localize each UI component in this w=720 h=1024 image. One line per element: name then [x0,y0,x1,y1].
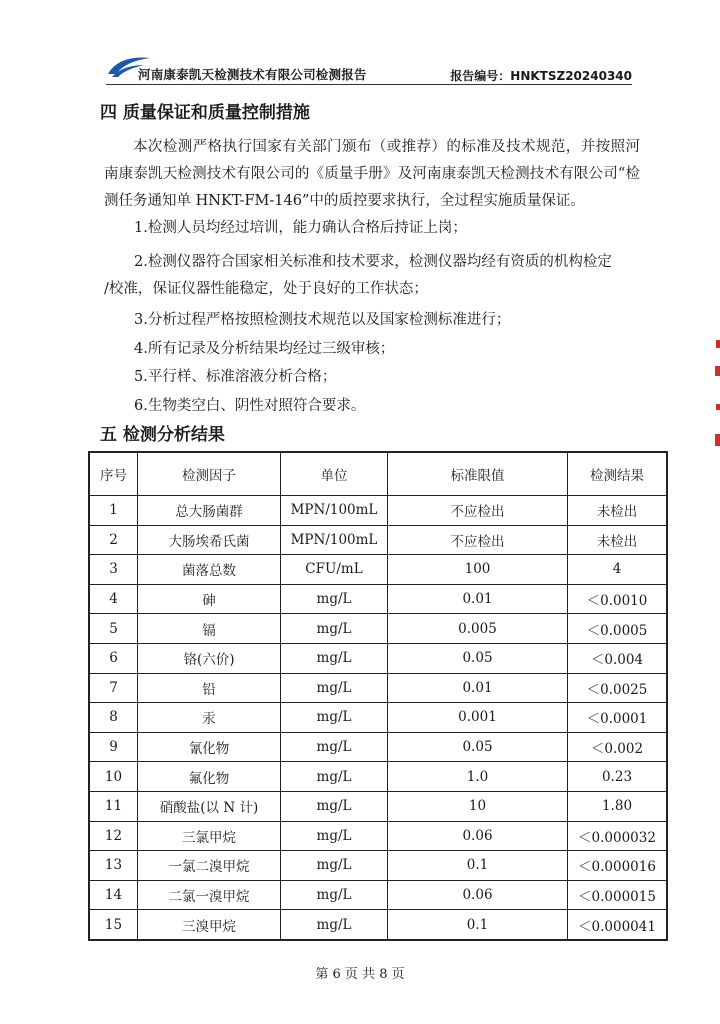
cell-factor: 一氯二溴甲烷 [138,851,281,881]
cell-result: ＜0.0025 [568,673,668,703]
cell-result: ＜0.002 [568,732,668,762]
cell-factor: 菌落总数 [138,555,281,585]
cell-index: 8 [89,703,138,733]
cell-limit: 1.0 [388,762,568,792]
header-divider [106,84,632,85]
qc-item-5: 5.平行样、标准溶液分析合格； [134,369,337,385]
cell-index: 9 [89,732,138,762]
cell-index: 12 [89,821,138,851]
header-unit: 单位 [281,452,388,496]
cell-limit: 0.001 [388,703,568,733]
cell-factor: 三氯甲烷 [138,821,281,851]
cell-index: 3 [89,555,138,585]
cell-unit: mg/L [281,732,388,762]
qc-item-4: 4.所有记录及分析结果均经过三级审核； [134,341,395,357]
cell-factor: 氟化物 [138,762,281,792]
cell-factor: 砷 [138,584,281,614]
table-header-row [89,452,667,496]
cell-factor: 总大肠菌群 [138,496,281,526]
cell-limit: 10 [388,791,568,821]
cell-limit: 不应检出 [388,525,568,555]
cell-unit: mg/L [281,584,388,614]
cell-result: ＜0.0005 [568,614,668,644]
cell-factor: 氰化物 [138,732,281,762]
table-row [89,525,667,555]
cell-limit: 0.01 [388,584,568,614]
cell-result: ＜0.0001 [568,703,668,733]
cell-factor: 硝酸盐(以 N 计) [138,791,281,821]
cell-result: ＜0.004 [568,643,668,673]
cell-unit: MPN/100mL [281,525,388,555]
cell-factor: 汞 [138,703,281,733]
cell-factor: 大肠埃希氏菌 [138,525,281,555]
table-row [89,851,667,881]
cell-factor: 二氯一溴甲烷 [138,880,281,910]
cell-limit: 0.005 [388,614,568,644]
cell-index: 1 [89,496,138,526]
cell-result: 0.23 [568,762,668,792]
cell-result: ＜0.000015 [568,880,668,910]
cell-factor: 三溴甲烷 [138,910,281,940]
cell-factor: 铬(六价) [138,643,281,673]
cell-limit: 0.06 [388,880,568,910]
header-limit: 标准限值 [388,452,568,496]
report-number: 报告编号：HNKTSZ20240340 [450,69,632,83]
cell-index: 10 [89,762,138,792]
cell-limit: 0.05 [388,732,568,762]
cell-unit: mg/L [281,703,388,733]
table-row [89,703,667,733]
cell-result: 4 [568,555,668,585]
cell-result: ＜0.000016 [568,851,668,881]
table-row [89,762,667,792]
cell-unit: mg/L [281,673,388,703]
table-row [89,732,667,762]
cell-index: 6 [89,643,138,673]
cell-index: 11 [89,791,138,821]
company-name: 河南康泰凯天检测技术有限公司检测报告 [138,67,367,82]
table-row [89,555,667,585]
cell-result: 1.80 [568,791,668,821]
results-table-wrapper [88,451,668,941]
table-row [89,791,667,821]
cell-unit: mg/L [281,791,388,821]
cell-limit: 0.06 [388,821,568,851]
cell-result: 未检出 [568,525,668,555]
qc-item-2 [104,249,640,303]
qc-item-1: 1.检测人员均经过培训，能力确认合格后持证上岗； [134,220,467,236]
cell-factor: 铅 [138,673,281,703]
cell-limit: 0.1 [388,910,568,940]
section-4-title: 四 质量保证和质量控制措施 [100,103,310,123]
cell-result: ＜0.0010 [568,584,668,614]
qc-item-6: 6.生物类空白、阴性对照符合要求。 [134,398,366,414]
cell-unit: mg/L [281,614,388,644]
table-row [89,910,667,940]
qc-item-2-line-2: /校准，保证仪器性能稳定，处于良好的工作状态； [104,281,428,297]
cell-limit: 100 [388,555,568,585]
cell-unit: mg/L [281,880,388,910]
cell-unit: mg/L [281,851,388,881]
report-header [106,52,632,86]
qc-item-3: 3.分析过程严格按照检测技术规范以及国家检测标准进行； [134,312,511,328]
table-row [89,673,667,703]
cell-index: 15 [89,910,138,940]
cell-index: 2 [89,525,138,555]
cell-unit: mg/L [281,910,388,940]
cell-index: 14 [89,880,138,910]
cell-limit: 0.01 [388,673,568,703]
cell-index: 13 [89,851,138,881]
cell-result: ＜0.000032 [568,821,668,851]
cell-factor: 镉 [138,614,281,644]
cell-index: 7 [89,673,138,703]
cell-index: 4 [89,584,138,614]
header-index: 序号 [89,452,138,496]
results-table [88,451,668,941]
table-row [89,496,667,526]
cell-result: 未检出 [568,496,668,526]
section-5-title: 五 检测分析结果 [100,425,225,445]
cell-unit: mg/L [281,762,388,792]
seal-edge-marks [710,340,720,460]
cell-unit: mg/L [281,643,388,673]
cell-unit: mg/L [281,821,388,851]
qc-item-2-line-1: 2.检测仪器符合国家相关标准和技术要求，检测仪器均经有资质的机构检定 [134,254,612,270]
cell-limit: 0.1 [388,851,568,881]
page-footer: 第 6 页 共 8 页 [315,967,405,982]
table-row [89,821,667,851]
cell-unit: MPN/100mL [281,496,388,526]
cell-limit: 0.05 [388,643,568,673]
header-factor: 检测因子 [138,452,281,496]
cell-result: ＜0.000041 [568,910,668,940]
cell-index: 5 [89,614,138,644]
section-4-paragraph: 本次检测严格执行国家有关部门颁布（或推荐）的标准及技术规范，并按照河南康泰凯天检测技术有限公司的《质量手册》及河南康泰凯天检测技术有限公司“检测任务通知单 HNKT-FM-146”中的质控要求执行，全过程实施质量保证。 [104,139,640,209]
cell-unit: CFU/mL [281,555,388,585]
table-row [89,584,667,614]
table-row [89,880,667,910]
cell-limit: 不应检出 [388,496,568,526]
table-row [89,614,667,644]
table-row [89,643,667,673]
header-result: 检测结果 [568,452,668,496]
